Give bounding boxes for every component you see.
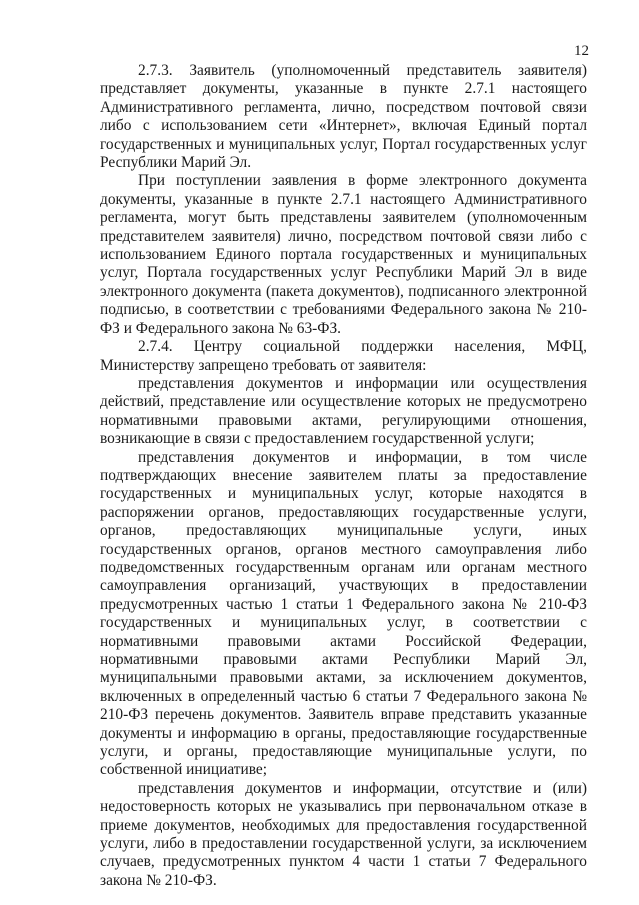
- paragraph-2-7-3: 2.7.3. Заявитель (уполномоченный представитель заявителя) представляет документы, указанные в пункте 2.7.1 настоящего Административного регламента, лично, посредством почтовой связи либо с использованием сети «Интернет», включая Единый портал государственных и муниципальных услуг, Портал государственных услуг Республики Марий Эл.: [100, 62, 587, 172]
- paragraph-2-7-4: 2.7.4. Центру социальной поддержки населения, МФЦ, Министерству запрещено требовать от заявителя:: [100, 338, 587, 374]
- document-body: [100, 62, 587, 890]
- paragraph-prohibition-actions: представления документов и информации или осуществления действий, представление или осуществление которых не предусмотрено нормативными правовыми актами, регулирующими отношения, возникающие в связи с предоставлением государственной услуги;: [100, 374, 587, 448]
- paragraph-electronic-submission: При поступлении заявления в форме электронного документа документы, указанные в пункте 2.7.1 настоящего Административного регламента, могут быть представлены заявителем (уполномоченным представителем заявителя) лично, посредством почтовой связи либо с использованием Единого портала государственных и муниципальных услуг, Портала государственных услуг Республики Марий Эл в виде электронного документа (пакета документов), подписанного электронной подписью, в соответствии с требованиями Федерального закона № 210-ФЗ и Федерального закона № 63-ФЗ.: [100, 172, 587, 337]
- page-number: 12: [574, 43, 589, 59]
- paragraph-prohibition-documents: представления документов и информации, в том числе подтверждающих внесение заявителем платы за предоставление государственных и муниципальных услуг, которые находятся в распоряжении органов, предоставляющих государственные услуги, органов, предоставляющих муниципальные услуги, иных государственных органов, органов местного самоуправления либо подведомственных государственным органам или органам местного самоуправления организаций, участвующих в предоставлении предусмотренных частью 1 статьи 1 Федерального закона № 210-ФЗ государственных и муниципальных услуг, в соответствии с нормативными правовыми актами Российской Федерации, нормативными правовыми актами Республики Марий Эл, муниципальными правовыми актами, за исключением документов, включенных в определенный частью 6 статьи 7 Федерального закона № 210-ФЗ перечень документов. Заявитель вправе представить указанные документы и информацию в органы, предоставляющие государственные услуги, и органы, предоставляющие муниципальные услуги, по собственной инициативе;: [100, 448, 587, 779]
- paragraph-prohibition-missing-info: представления документов и информации, отсутствие и (или) недостоверность которых не указывались при первоначальном отказе в приеме документов, необходимых для предоставления государственной услуги, либо в предоставлении государственной услуги, за исключением случаев, предусмотренных пунктом 4 части 1 статьи 7 Федерального закона № 210-ФЗ.: [100, 779, 587, 889]
